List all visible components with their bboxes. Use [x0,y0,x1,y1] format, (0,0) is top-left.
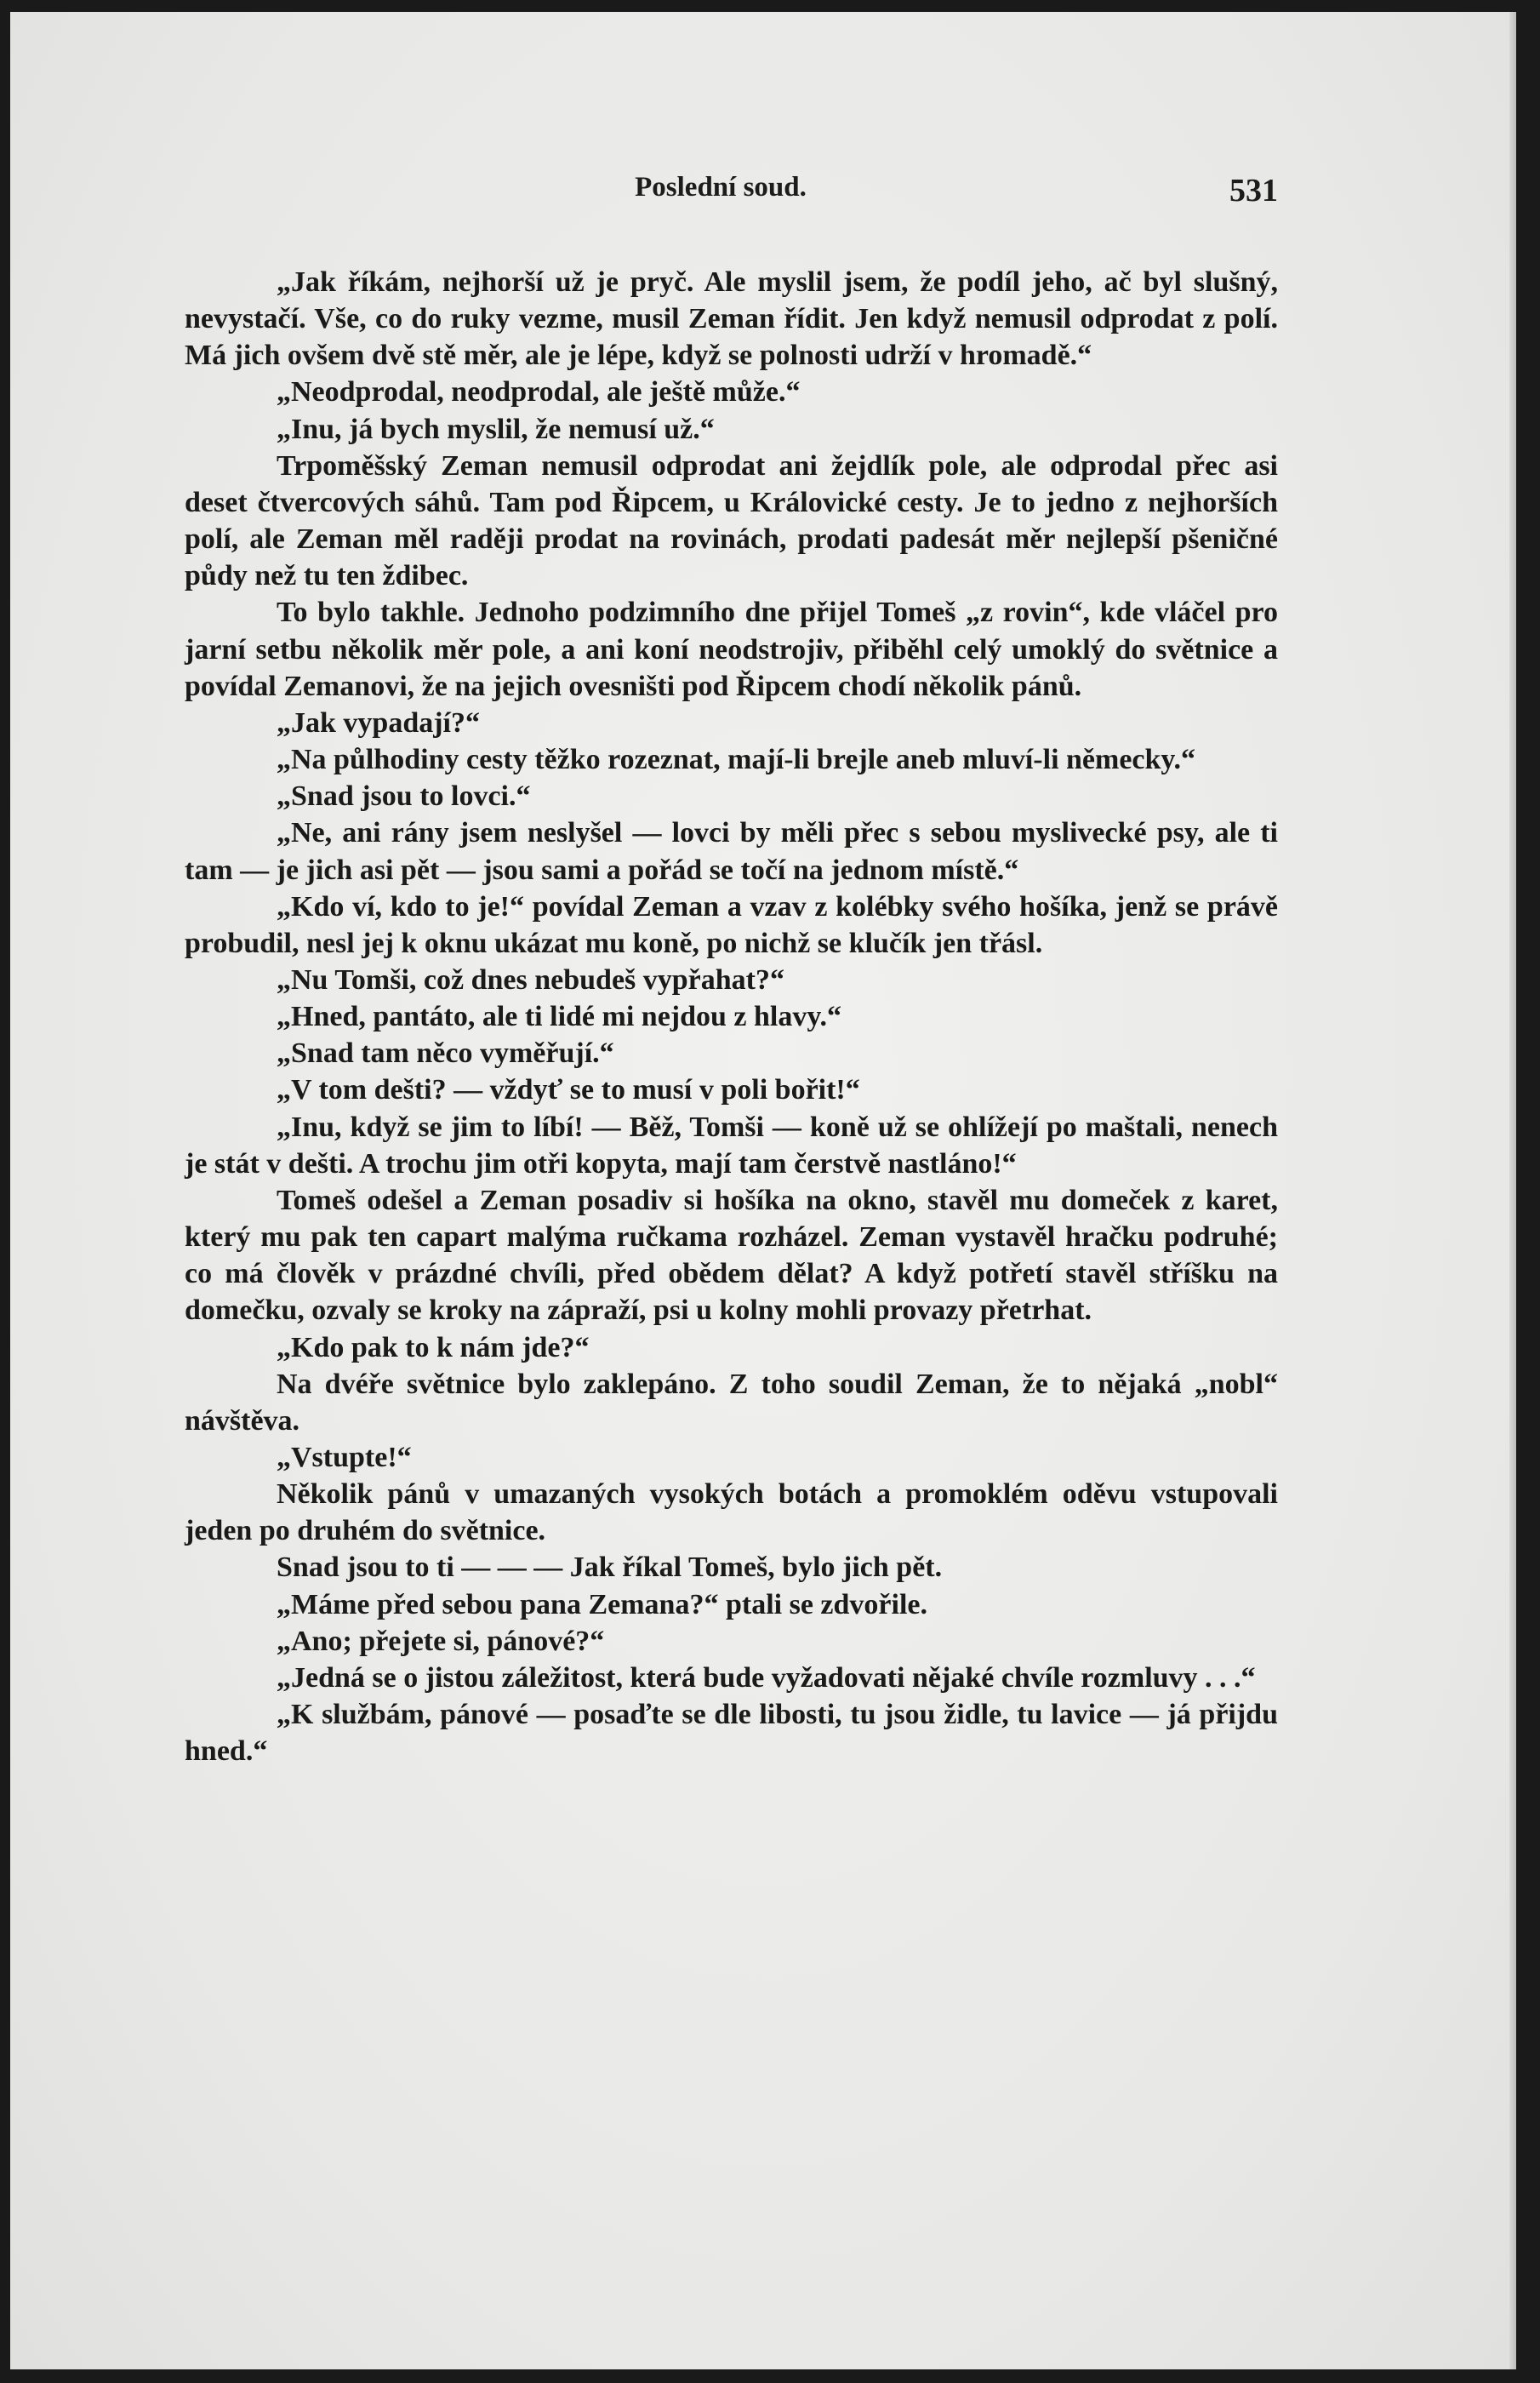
paragraph: „Snad tam něco vyměřují.“ [277,1037,614,1070]
paragraph: „Snad jsou to lovci.“ [277,780,531,813]
paragraph: „Jak říkám, nejhorší už je pryč. Ale myslil jsem, že podíl jeho, ač byl slušný, nevystačí. Vše, co do ruky vezme, musil Zeman řídit. Jen když nemusil odprodat z polí. Má jich ovšem dvě stě měr, ale je lépe, když se polnosti udrží v hromadě.“ [185,266,1278,372]
body-text [185,264,1278,1769]
paragraph: „Neodprodal, neodprodal, ale ještě může.“ [277,376,801,409]
paragraph: „Nu Tomši, což dnes nebudeš vypřahat?“ [277,963,785,996]
paragraph: „Inu, já bych myslil, že nemusí už.“ [277,413,715,445]
paragraph: Několik pánů v umazaných vysokých botách a promoklém oděvu vstupovali jeden po druhém do světnice. [185,1478,1278,1547]
paragraph: „Ne, ani rány jsem neslyšel — lovci by měli přec s sebou myslivecké psy, ale ti tam — je jich asi pět — jsou sami a pořád se točí na jednom místě.“ [185,817,1278,886]
paragraph: Trpoměšský Zeman nemusil odprodat ani žejdlík pole, ale odprodal přec asi deset čtvercových sáhů. Tam pod Řipcem, u Královické cesty. Je to jedno z nejhorších polí, ale Zeman měl raději prodat na rovinách, prodati padesát měr nejlepší pšeničné půdy než tu ten ždibec. [185,449,1278,592]
paragraph: „Jak vypadají?“ [277,706,480,739]
paragraph: Tomeš odešel a Zeman posadiv si hošíka na okno, stavěl mu domeček z karet, který mu pak ten capart malýma ručkama rozházel. Zeman vystavěl hračku podruhé; co má člověk v prázdné chvíli, před obědem dělat? A když potřetí stavěl stříšku na domečku, ozvaly se kroky na zápraží, psi u kolny mohli provazy přetrhat. [185,1184,1278,1327]
paragraph: „Vstupte!“ [277,1442,412,1473]
paragraph: Snad jsou to ti — — — Jak říkal Tomeš, bylo jich pět. [277,1552,943,1584]
running-header [163,172,1278,223]
paragraph: „V tom dešti? — vždyť se to musí v poli bořit!“ [277,1074,860,1106]
running-title: Poslední soud. [635,172,807,203]
paragraph: „Máme před sebou pana Zemana?“ ptali se zdvořile. [277,1588,927,1620]
paragraph: „Na půlhodiny cesty těžko rozeznat, mají-li brejle aneb mluví-li německy.“ [277,744,1196,776]
paragraph: To bylo takhle. Jednoho podzimního dne přijel Tomeš „z rovin“, kde vláčel pro jarní setbu několik měr pole, a ani koní neodstrojiv, přiběhl celý umoklý do světnice a povídal Zemanovi, že na jejich ovesništi pod Řipcem chodí několik pánů. [185,597,1278,702]
paragraph: „K službám, pánové — posaďte se dle libosti, tu jsou židle, tu lavice — já přijdu hned.“ [185,1699,1278,1768]
page-number: 531 [1229,173,1278,209]
paragraph: „Kdo pak to k nám jde?“ [277,1331,590,1363]
paragraph: „Inu, když se jim to líbí! — Běž, Tomši — koně už se ohlížejí po maštali, nenech je stát v dešti. A trochu jim otři kopyta, mají tam čerstvě nastláno!“ [185,1111,1278,1180]
paragraph: „Jedná se o jistou záležitost, která bude vyžadovati nějaké chvíle rozmluvy . . .“ [277,1661,1256,1694]
paragraph: „Kdo ví, kdo to je!“ povídal Zeman a vzav z kolébky svého hošíka, jenž se právě probudil, nesl jej k oknu ukázat mu koně, po nichž se klučík jen třásl. [185,890,1278,959]
paragraph: Na dvéře světnice bylo zaklepáno. Z toho soudil Zeman, že to nějaká „nobl“ návštěva. [185,1368,1278,1437]
paragraph: „Ano; přejete si, pánové?“ [277,1625,605,1657]
page-edge [1509,12,1516,2369]
paragraph: „Hned, pantáto, ale ti lidé mi nejdou z hlavy.“ [277,1001,841,1033]
book-page [10,12,1516,2369]
